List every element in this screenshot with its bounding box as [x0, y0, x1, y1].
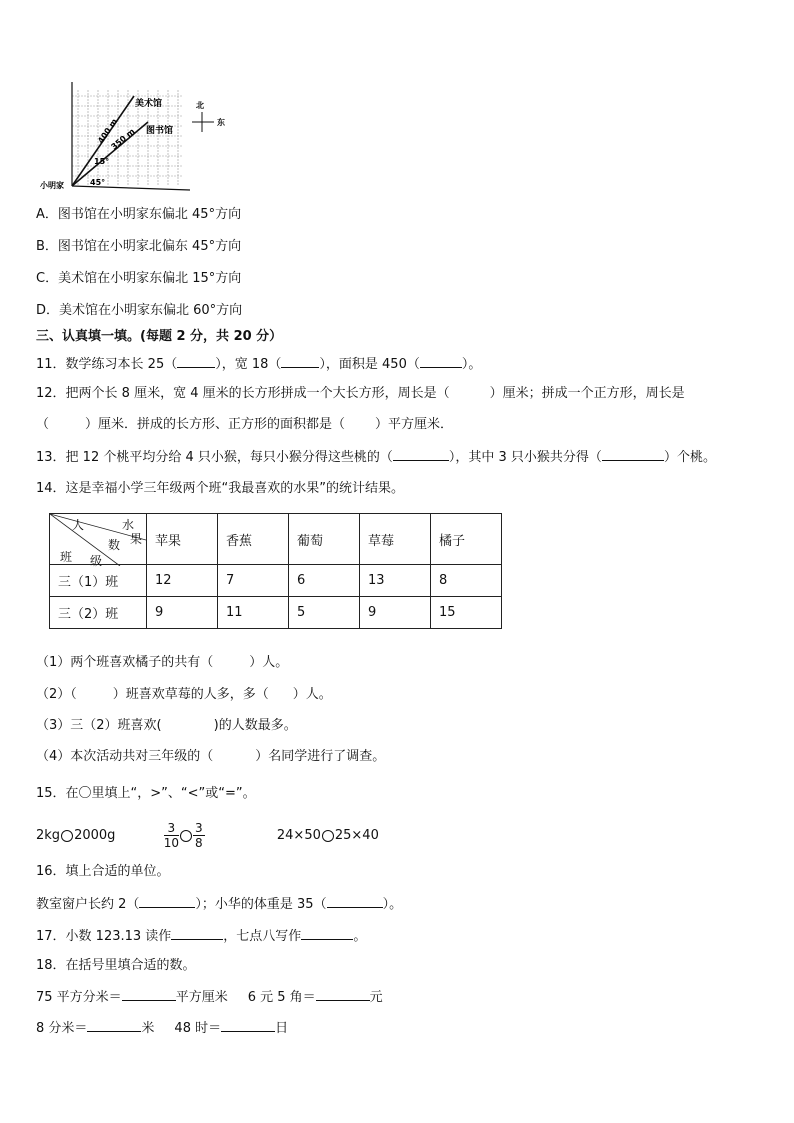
question-15-items: 2kg 2000g $\frac{3}{10}$ $\frac{3}{8}$ 24×50 25×40	[36, 821, 379, 850]
question-14-sub-2: （2）（ ）班喜欢草莓的人多，多（ ）人。	[36, 687, 332, 702]
question-14-sub-4: （4）本次活动共对三年级的（ ）名同学进行了调查。	[36, 749, 386, 764]
question-11: 11．数学练习本长 25（ ），宽 18（ ），面积是 450（ ）。	[36, 353, 481, 375]
diagonal-header-cell: 人 水 果 数 班 级	[50, 514, 147, 565]
compare-circle-icon	[61, 830, 73, 842]
question-18-intro: 18．在括号里填合适的数。	[36, 958, 196, 973]
col-apple: 苹果	[147, 514, 218, 565]
question-14-sub-3: （3）三（2）班喜欢( )的人数最多。	[36, 718, 297, 733]
label-dist-library: 350 m	[109, 126, 137, 152]
direction-diagram	[36, 78, 246, 198]
table-header-row	[50, 514, 502, 565]
compass-icon	[192, 112, 214, 132]
col-banana: 香蕉	[218, 514, 289, 565]
label-dist-museum: 400 m	[96, 117, 120, 146]
option-c: C．美术馆在小明家东偏北 15°方向	[36, 271, 242, 286]
question-14-intro: 14．这是幸福小学三年级两个班“我最喜欢的水果”的统计结果。	[36, 481, 405, 496]
label-east: 东	[217, 118, 225, 127]
label-north: 北	[196, 101, 204, 110]
question-13: 13．把 12 个桃平均分给 4 只小猴，每只小猴分得这些桃的（ ），其中 3 只小猴共分得（ ）个桃。	[36, 446, 716, 468]
label-angle-15: 15°	[94, 157, 110, 166]
question-18-line-2: 8 分米＝ 米 48 时＝ 日	[36, 1017, 288, 1039]
question-16-intro: 16．填上合适的单位。	[36, 864, 170, 879]
question-14-sub-1: （1）两个班喜欢橘子的共有（ ）人。	[36, 655, 289, 670]
col-grape: 葡萄	[289, 514, 360, 565]
question-15-intro: 15．在〇里填上“，>”、“<”或“=”。	[36, 786, 256, 801]
section-title: 三、认真填一填。(每题 2 分，共 20 分）	[36, 329, 283, 344]
col-orange: 橘子	[431, 514, 502, 565]
label-angle-45: 45°	[90, 178, 106, 187]
label-museum: 美术馆	[135, 99, 163, 109]
row-label: 三（2）班	[50, 597, 147, 629]
table-row: 三（1）班 12 7 6 13 8	[50, 565, 502, 597]
label-origin: 小明家	[40, 181, 64, 190]
col-strawberry: 草莓	[360, 514, 431, 565]
fruit-stats-table	[49, 513, 502, 629]
row-label: 三（1）班	[50, 565, 147, 597]
question-17: 17．小数 123.13 读作 ，七点八写作 。	[36, 925, 366, 947]
question-18-line-1: 75 平方分米＝ 平方厘米 6 元 5 角＝ 元	[36, 986, 383, 1008]
compare-circle-icon	[322, 830, 334, 842]
option-b: B．图书馆在小明家北偏东 45°方向	[36, 239, 242, 254]
table-row: 三（2）班 9 11 5 9 15	[50, 597, 502, 629]
option-d: D．美术馆在小明家东偏北 60°方向	[36, 303, 243, 318]
option-a: A．图书馆在小明家东偏北 45°方向	[36, 207, 242, 222]
compare-circle-icon	[180, 830, 192, 842]
question-12-line-2: （ ）厘米．拼成的长方形、正方形的面积都是（ ）平方厘米．	[36, 417, 454, 432]
question-12-line-1: 12．把两个长 8 厘米，宽 4 厘米的长方形拼成一个大长方形，周长是（ ）厘米；拼成一个正方形，周长是	[36, 386, 685, 401]
label-library: 图书馆	[146, 126, 174, 136]
question-16-items: 教室窗户长约 2（ ）；小华的体重是 35（ ）。	[36, 893, 402, 915]
